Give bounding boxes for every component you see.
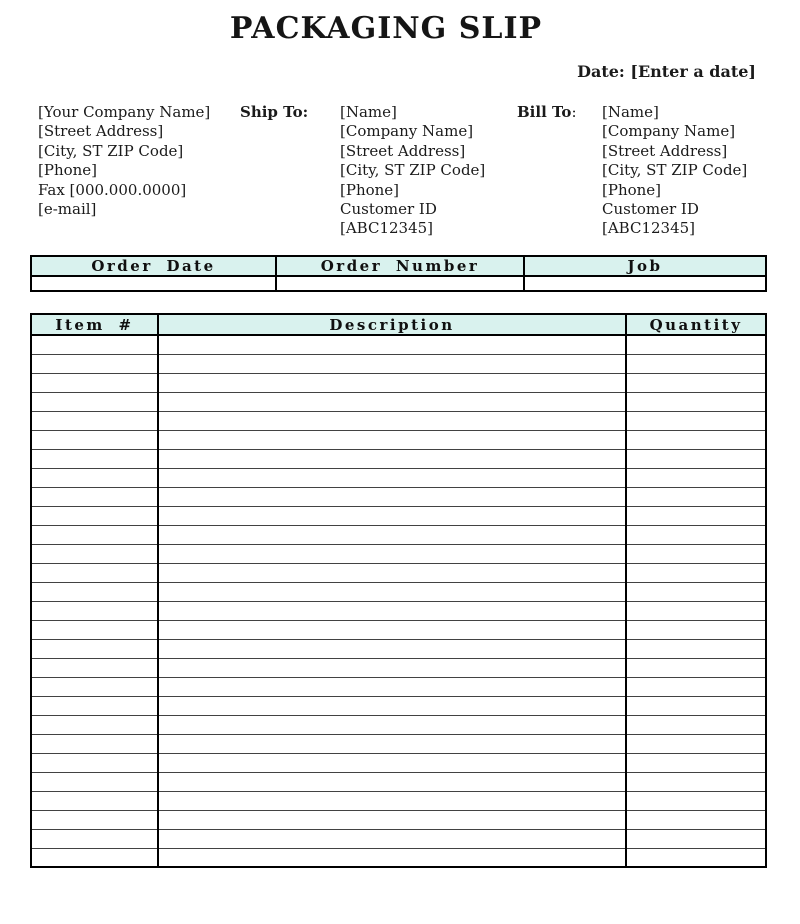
quantity-cell[interactable] xyxy=(626,848,766,867)
item-table-row xyxy=(31,753,766,772)
order-table-header-row xyxy=(31,256,766,276)
item-table-row xyxy=(31,525,766,544)
item-number-cell[interactable] xyxy=(31,335,158,354)
ship-to-line[interactable]: [Company Name] xyxy=(340,122,474,141)
item-number-cell[interactable] xyxy=(31,791,158,810)
description-cell[interactable] xyxy=(158,601,626,620)
company-line[interactable]: [Phone] xyxy=(38,161,98,180)
item-number-cell[interactable] xyxy=(31,506,158,525)
item-table-row xyxy=(31,544,766,563)
description-cell[interactable] xyxy=(158,658,626,677)
company-block xyxy=(38,103,240,239)
quantity-cell[interactable] xyxy=(626,449,766,468)
company-line[interactable]: [e-mail] xyxy=(38,200,97,219)
item-number-cell[interactable] xyxy=(31,411,158,430)
description-cell[interactable] xyxy=(158,525,626,544)
description-cell[interactable] xyxy=(158,620,626,639)
quantity-cell[interactable] xyxy=(626,772,766,791)
description-cell[interactable] xyxy=(158,373,626,392)
date-value-field[interactable]: [Enter a date] xyxy=(630,62,756,81)
description-cell[interactable] xyxy=(158,696,626,715)
description-cell[interactable] xyxy=(158,772,626,791)
ship-to-label-col xyxy=(240,103,340,239)
quantity-cell[interactable] xyxy=(626,734,766,753)
item-number-cell[interactable] xyxy=(31,392,158,411)
quantity-cell[interactable] xyxy=(626,563,766,582)
quantity-cell[interactable] xyxy=(626,373,766,392)
order-date-cell[interactable] xyxy=(31,276,276,291)
description-cell[interactable] xyxy=(158,354,626,373)
quantity-cell[interactable] xyxy=(626,430,766,449)
ship-to-label: Ship To: xyxy=(240,103,309,121)
description-header: Description xyxy=(158,314,626,335)
item-table-row xyxy=(31,772,766,791)
description-cell[interactable] xyxy=(158,753,626,772)
item-number-cell[interactable] xyxy=(31,696,158,715)
quantity-cell[interactable] xyxy=(626,620,766,639)
item-number-cell[interactable] xyxy=(31,544,158,563)
description-cell[interactable] xyxy=(158,563,626,582)
item-number-cell[interactable] xyxy=(31,677,158,696)
description-cell[interactable] xyxy=(158,582,626,601)
description-cell[interactable] xyxy=(158,392,626,411)
bill-to-label-col xyxy=(517,103,602,239)
item-table-row xyxy=(31,848,766,867)
quantity-cell[interactable] xyxy=(626,335,766,354)
item-number-cell[interactable] xyxy=(31,658,158,677)
item-table-row xyxy=(31,430,766,449)
quantity-cell[interactable] xyxy=(626,677,766,696)
item-number-cell[interactable] xyxy=(31,829,158,848)
page-title: PACKAGING SLIP xyxy=(229,11,543,46)
description-cell[interactable] xyxy=(158,677,626,696)
job-cell[interactable] xyxy=(524,276,766,291)
order-number-header: Order Number xyxy=(276,256,524,276)
description-cell[interactable] xyxy=(158,487,626,506)
item-number-cell[interactable] xyxy=(31,430,158,449)
item-number-header: Item # xyxy=(31,314,158,335)
item-table-row xyxy=(31,487,766,506)
item-table-row xyxy=(31,791,766,810)
item-number-cell[interactable] xyxy=(31,848,158,867)
description-cell[interactable] xyxy=(158,506,626,525)
company-line[interactable]: [Street Address] xyxy=(38,122,164,141)
description-cell[interactable] xyxy=(158,848,626,867)
item-number-cell[interactable] xyxy=(31,639,158,658)
item-number-cell[interactable] xyxy=(31,772,158,791)
quantity-cell[interactable] xyxy=(626,506,766,525)
item-table-row xyxy=(31,601,766,620)
quantity-cell[interactable] xyxy=(626,354,766,373)
item-table-row xyxy=(31,335,766,354)
item-table-row xyxy=(31,696,766,715)
quantity-cell[interactable] xyxy=(626,487,766,506)
item-table-header-row xyxy=(31,314,766,335)
quantity-cell[interactable] xyxy=(626,468,766,487)
quantity-cell[interactable] xyxy=(626,696,766,715)
order-info-table xyxy=(30,255,767,292)
description-cell[interactable] xyxy=(158,449,626,468)
item-number-cell[interactable] xyxy=(31,487,158,506)
item-number-cell[interactable] xyxy=(31,468,158,487)
description-cell[interactable] xyxy=(158,468,626,487)
item-number-cell[interactable] xyxy=(31,563,158,582)
ship-to-line[interactable]: [Street Address] xyxy=(340,141,466,160)
item-table-row xyxy=(31,506,766,525)
quantity-cell[interactable] xyxy=(626,601,766,620)
item-table-row xyxy=(31,354,766,373)
item-number-cell[interactable] xyxy=(31,715,158,734)
ship-to-line[interactable]: [Phone] xyxy=(340,180,400,199)
order-table-value-row xyxy=(31,276,766,291)
bill-to-line[interactable]: [Street Address] xyxy=(602,141,728,160)
quantity-cell[interactable] xyxy=(626,715,766,734)
description-cell[interactable] xyxy=(158,829,626,848)
description-cell[interactable] xyxy=(158,734,626,753)
bill-to-line[interactable]: [Company Name] xyxy=(602,122,736,141)
quantity-header: Quantity xyxy=(626,314,766,335)
item-number-cell[interactable] xyxy=(31,810,158,829)
date-line xyxy=(577,62,756,81)
item-table-row xyxy=(31,639,766,658)
quantity-cell[interactable] xyxy=(626,525,766,544)
ship-to-line[interactable]: [City, ST ZIP Code] xyxy=(340,161,486,180)
item-table-row xyxy=(31,829,766,848)
description-cell[interactable] xyxy=(158,430,626,449)
description-cell[interactable] xyxy=(158,639,626,658)
description-cell[interactable] xyxy=(158,810,626,829)
order-number-cell[interactable] xyxy=(276,276,524,291)
item-table-row xyxy=(31,677,766,696)
address-section xyxy=(38,103,768,239)
item-number-cell[interactable] xyxy=(31,449,158,468)
item-table-row xyxy=(31,810,766,829)
item-number-cell[interactable] xyxy=(31,582,158,601)
item-table-row xyxy=(31,392,766,411)
item-number-cell[interactable] xyxy=(31,373,158,392)
item-number-cell[interactable] xyxy=(31,620,158,639)
bill-to-block xyxy=(602,103,768,239)
quantity-cell[interactable] xyxy=(626,544,766,563)
description-cell[interactable] xyxy=(158,791,626,810)
quantity-cell[interactable] xyxy=(626,639,766,658)
quantity-cell[interactable] xyxy=(626,791,766,810)
item-table-row xyxy=(31,658,766,677)
description-cell[interactable] xyxy=(158,715,626,734)
item-table-row xyxy=(31,715,766,734)
item-table-row xyxy=(31,449,766,468)
company-line[interactable]: [Your Company Name] xyxy=(38,103,211,121)
item-table-row xyxy=(31,620,766,639)
quantity-cell[interactable] xyxy=(626,810,766,829)
company-line[interactable]: [City, ST ZIP Code] xyxy=(38,141,184,160)
item-number-cell[interactable] xyxy=(31,753,158,772)
description-cell[interactable] xyxy=(158,335,626,354)
bill-to-line[interactable]: [City, ST ZIP Code] xyxy=(602,161,748,180)
order-date-header: Order Date xyxy=(31,256,276,276)
ship-to-block xyxy=(340,103,517,239)
bill-to-line[interactable]: [Name] xyxy=(602,103,659,121)
item-number-cell[interactable] xyxy=(31,734,158,753)
quantity-cell[interactable] xyxy=(626,392,766,411)
item-table-row xyxy=(31,411,766,430)
quantity-cell[interactable] xyxy=(626,582,766,601)
description-cell[interactable] xyxy=(158,411,626,430)
description-cell[interactable] xyxy=(158,544,626,563)
item-table-row xyxy=(31,563,766,582)
bill-to-line[interactable]: [ABC12345] xyxy=(602,219,696,238)
item-table-row xyxy=(31,734,766,753)
ship-to-line[interactable]: [ABC12345] xyxy=(340,219,434,238)
bill-to-colon: : xyxy=(571,103,577,121)
ship-to-line[interactable]: Customer ID xyxy=(340,200,437,219)
item-table-row xyxy=(31,373,766,392)
quantity-cell[interactable] xyxy=(626,411,766,430)
line-items-table xyxy=(30,313,767,868)
quantity-cell[interactable] xyxy=(626,658,766,677)
bill-to-line[interactable]: Customer ID xyxy=(602,200,699,219)
item-table-row xyxy=(31,468,766,487)
bill-to-label: Bill To: xyxy=(517,103,577,121)
item-table-row xyxy=(31,582,766,601)
ship-to-line[interactable]: [Name] xyxy=(340,103,397,121)
item-number-cell[interactable] xyxy=(31,601,158,620)
quantity-cell[interactable] xyxy=(626,829,766,848)
quantity-cell[interactable] xyxy=(626,753,766,772)
job-header: Job xyxy=(524,256,766,276)
company-line[interactable]: Fax [000.000.0000] xyxy=(38,180,187,199)
bill-to-line[interactable]: [Phone] xyxy=(602,180,662,199)
item-number-cell[interactable] xyxy=(31,525,158,544)
item-number-cell[interactable] xyxy=(31,354,158,373)
date-label: Date: xyxy=(577,62,625,81)
